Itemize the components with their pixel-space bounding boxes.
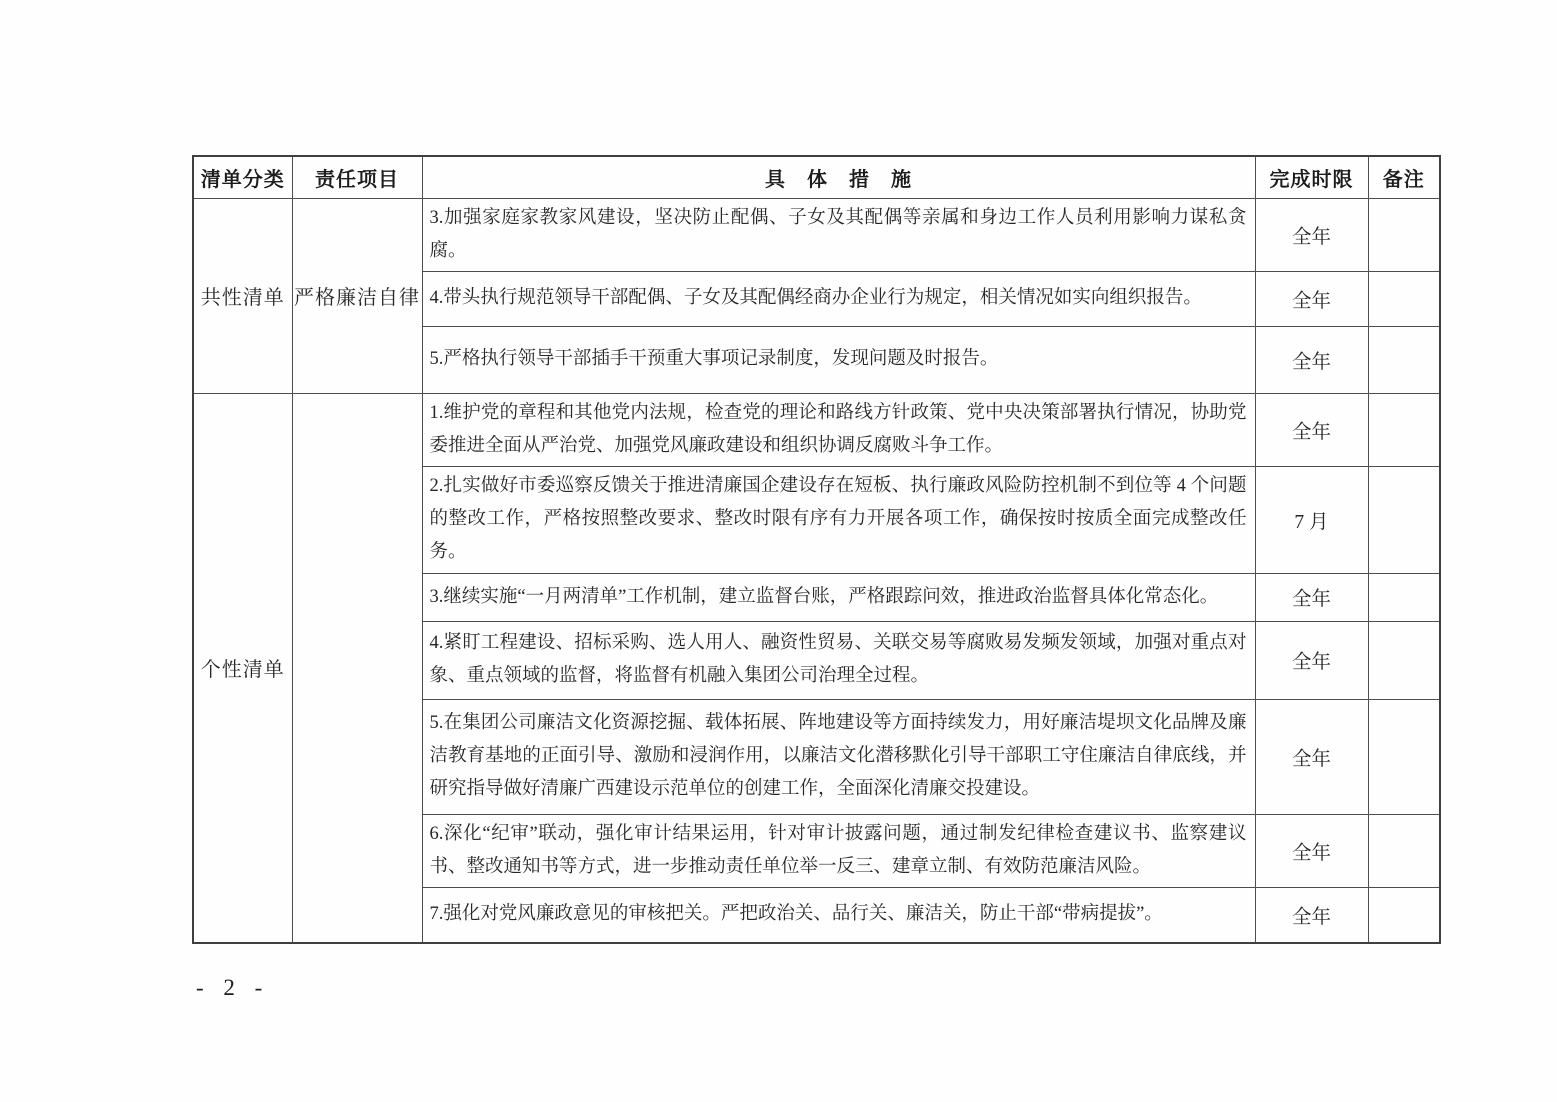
measure-cell: 3.继续实施“一月两清单”工作机制，建立监督台账，严格跟踪问效，推进政治监督具体化常态化。 <box>422 573 1255 621</box>
table-row <box>193 393 1440 466</box>
page-number: - 2 - <box>196 975 270 1000</box>
measure-cell: 3.加强家庭家教家风建设，坚决防止配偶、子女及其配偶等亲属和身边工作人员利用影响力谋私贪腐。 <box>422 198 1255 271</box>
responsibility-list-table <box>192 155 1441 944</box>
table-header-row <box>193 156 1440 198</box>
deadline-cell: 全年 <box>1255 699 1368 814</box>
table-row <box>193 198 1440 271</box>
measure-cell: 5.在集团公司廉洁文化资源挖掘、载体拓展、阵地建设等方面持续发力，用好廉洁堤坝文化品牌及廉洁教育基地的正面引导、激励和浸润作用，以廉洁文化潜移默化引导干部职工守住廉洁自律底线，并研究指导做好清廉广西建设示范单位的创建工作，全面深化清廉交投建设。 <box>422 699 1255 814</box>
header-cell-deadline: 完成时限 <box>1255 156 1368 198</box>
deadline-cell: 7 月 <box>1255 466 1368 573</box>
deadline-cell: 全年 <box>1255 198 1368 271</box>
deadline-cell: 全年 <box>1255 393 1368 466</box>
header-cell-note: 备注 <box>1368 156 1440 198</box>
measure-cell: 6.深化“纪审”联动，强化审计结果运用，针对审计披露问题，通过制发纪律检查建议书、监察建议书、整改通知书等方式，进一步推动责任单位举一反三、建章立制、有效防范廉洁风险。 <box>422 814 1255 887</box>
measure-cell: 4.带头执行规范领导干部配偶、子女及其配偶经商办企业行为规定，相关情况如实向组织报告。 <box>422 271 1255 326</box>
note-cell <box>1368 887 1440 943</box>
note-cell <box>1368 198 1440 271</box>
deadline-cell: 全年 <box>1255 621 1368 699</box>
measure-cell: 2.扎实做好市委巡察反馈关于推进清廉国企建设存在短板、执行廉政风险防控机制不到位等 4 个问题的整改工作，严格按照整改要求、整改时限有序有力开展各项工作，确保按时按质全面完成整改任务。 <box>422 466 1255 573</box>
note-cell <box>1368 393 1440 466</box>
note-cell <box>1368 466 1440 573</box>
category-cell-individual: 个性清单 <box>193 393 292 943</box>
measure-cell: 7.强化对党风廉政意见的审核把关。严把政治关、品行关、廉洁关，防止干部“带病提拔”。 <box>422 887 1255 943</box>
note-cell <box>1368 621 1440 699</box>
deadline-cell: 全年 <box>1255 887 1368 943</box>
header-cell-measures: 具 体 措 施 <box>422 156 1255 198</box>
measure-cell: 4.紧盯工程建设、招标采购、选人用人、融资性贸易、关联交易等腐败易发频发领域，加强对重点对象、重点领域的监督，将监督有机融入集团公司治理全过程。 <box>422 621 1255 699</box>
note-cell <box>1368 573 1440 621</box>
header-cell-category: 清单分类 <box>193 156 292 198</box>
deadline-cell: 全年 <box>1255 573 1368 621</box>
deadline-cell: 全年 <box>1255 326 1368 393</box>
note-cell <box>1368 814 1440 887</box>
measure-cell: 5.严格执行领导干部插手干预重大事项记录制度，发现问题及时报告。 <box>422 326 1255 393</box>
measure-cell: 1.维护党的章程和其他党内法规，检查党的理论和路线方针政策、党中央决策部署执行情况，协助党委推进全面从严治党、加强党风廉政建设和组织协调反腐败斗争工作。 <box>422 393 1255 466</box>
category-cell-common: 共性清单 <box>193 198 292 393</box>
project-cell-empty <box>292 393 422 943</box>
project-cell-integrity: 严格廉洁自律 <box>292 198 422 393</box>
note-cell <box>1368 271 1440 326</box>
deadline-cell: 全年 <box>1255 814 1368 887</box>
header-cell-project: 责任项目 <box>292 156 422 198</box>
deadline-cell: 全年 <box>1255 271 1368 326</box>
note-cell <box>1368 699 1440 814</box>
note-cell <box>1368 326 1440 393</box>
